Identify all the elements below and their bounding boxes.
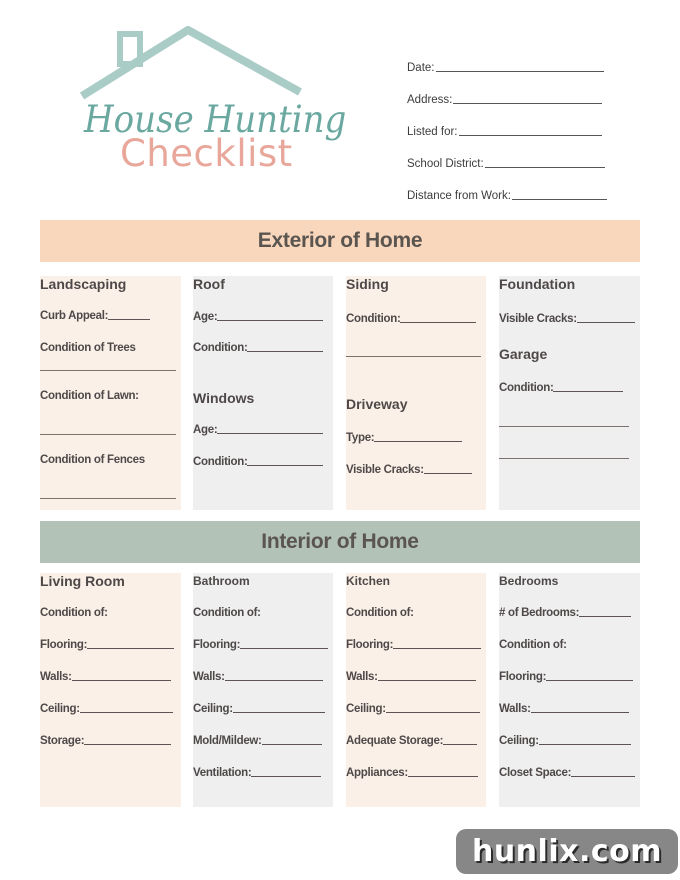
trees-line[interactable] <box>40 370 176 371</box>
flooring-line[interactable] <box>87 648 174 649</box>
bathroom-flooring-field[interactable] <box>193 639 328 651</box>
garage-line-2[interactable] <box>499 458 629 459</box>
ventilation-line[interactable] <box>251 776 321 777</box>
foundation-heading: Foundation <box>499 276 576 292</box>
flooring-line[interactable] <box>546 680 633 681</box>
driveway-cracks-line[interactable] <box>424 473 472 474</box>
fences-label: Condition of Fences <box>40 454 145 466</box>
closet-space-line[interactable] <box>571 776 635 777</box>
living-room-ceiling-field[interactable] <box>40 703 173 715</box>
flooring-label: Flooring: <box>193 639 241 651</box>
roof-age-line[interactable] <box>217 320 323 321</box>
flooring-line[interactable] <box>240 648 328 649</box>
listed-for-field[interactable] <box>407 106 617 138</box>
walls-line[interactable] <box>225 680 323 681</box>
walls-line[interactable] <box>378 680 476 681</box>
windows-heading: Windows <box>193 390 255 406</box>
ceiling-line[interactable] <box>80 712 173 713</box>
bedroom-count-field[interactable] <box>499 607 631 619</box>
flooring-line[interactable] <box>393 648 481 649</box>
kitchen-flooring-field[interactable] <box>346 639 481 651</box>
adequate-storage-label: Adequate Storage: <box>346 735 444 747</box>
kitchen-walls-field[interactable] <box>346 671 476 683</box>
exterior-section-banner: Exterior of Home <box>40 220 640 262</box>
roof-condition-line[interactable] <box>247 351 323 352</box>
ceiling-label: Ceiling: <box>193 703 233 715</box>
driveway-cracks-label: Visible Cracks: <box>346 464 424 476</box>
walls-line[interactable] <box>72 680 171 681</box>
logo-script-text: House Hunting <box>84 98 347 141</box>
foundation-cracks-label: Visible Cracks: <box>499 313 577 325</box>
curb-appeal-label: Curb Appeal: <box>40 310 109 322</box>
mold-label: Mold/Mildew: <box>193 735 262 747</box>
bedrooms-walls-field[interactable] <box>499 703 629 715</box>
school-district-line[interactable] <box>485 167 605 168</box>
driveway-cracks-field[interactable] <box>346 464 472 476</box>
ventilation-label: Ventilation: <box>193 767 252 779</box>
ceiling-line[interactable] <box>386 712 480 713</box>
mold-line[interactable] <box>262 744 322 745</box>
flooring-label: Flooring: <box>499 671 547 683</box>
interior-section-banner: Interior of Home <box>40 521 640 563</box>
living-room-storage-field[interactable] <box>40 735 171 747</box>
distance-from-work-field[interactable] <box>407 170 617 202</box>
windows-condition-field[interactable] <box>193 456 323 468</box>
storage-line[interactable] <box>84 744 171 745</box>
bathroom-heading: Bathroom <box>193 574 250 588</box>
walls-line[interactable] <box>531 712 629 713</box>
bedrooms-condition-label: Condition of: <box>499 639 567 651</box>
bedrooms-flooring-field[interactable] <box>499 671 633 683</box>
ceiling-line[interactable] <box>233 712 325 713</box>
kitchen-storage-field[interactable] <box>346 735 477 747</box>
bedrooms-closet-field[interactable] <box>499 767 635 779</box>
garage-condition-label: Condition: <box>499 382 554 394</box>
walls-label: Walls: <box>346 671 378 683</box>
kitchen-heading: Kitchen <box>346 574 391 588</box>
kitchen-column <box>346 573 486 807</box>
logo-title-text: Checklist <box>120 132 293 175</box>
bedroom-count-label: # of Bedrooms: <box>499 607 580 619</box>
windows-age-field[interactable] <box>193 424 323 436</box>
property-info-fields <box>407 42 617 202</box>
windows-age-label: Age: <box>193 424 218 436</box>
date-label: Date: <box>407 62 435 74</box>
siding-extra-line[interactable] <box>346 356 481 357</box>
bathroom-walls-field[interactable] <box>193 671 323 683</box>
kitchen-appliances-field[interactable] <box>346 767 478 779</box>
roof-condition-label: Condition: <box>193 342 248 354</box>
bathroom-mold-field[interactable] <box>193 735 322 747</box>
bathroom-ceiling-field[interactable] <box>193 703 325 715</box>
distance-from-work-line[interactable] <box>512 199 607 200</box>
roof-age-field[interactable] <box>193 311 323 323</box>
living-room-column <box>40 573 181 807</box>
roof-condition-field[interactable] <box>193 342 323 354</box>
address-field[interactable] <box>407 74 617 106</box>
windows-condition-line[interactable] <box>247 465 323 466</box>
landscaping-column <box>40 276 181 510</box>
house-roof-icon <box>78 26 358 106</box>
bedroom-count-line[interactable] <box>579 616 631 617</box>
roof-heading: Roof <box>193 276 225 292</box>
address-label: Address: <box>407 94 453 106</box>
lawn-label: Condition of Lawn: <box>40 390 139 402</box>
foundation-garage-column <box>499 276 640 510</box>
date-line[interactable] <box>436 71 604 72</box>
driveway-type-field[interactable] <box>346 432 462 444</box>
bedrooms-ceiling-field[interactable] <box>499 735 631 747</box>
garage-condition-field[interactable] <box>499 382 623 394</box>
flooring-label: Flooring: <box>346 639 394 651</box>
ceiling-label: Ceiling: <box>346 703 386 715</box>
siding-condition-line[interactable] <box>400 322 476 323</box>
roof-windows-column <box>193 276 333 510</box>
watermark-badge: hunlix.com <box>456 829 678 874</box>
listed-for-line[interactable] <box>459 135 602 136</box>
logo <box>78 26 358 176</box>
living-room-flooring-field[interactable] <box>40 639 174 651</box>
windows-age-line[interactable] <box>217 433 323 434</box>
flooring-label: Flooring: <box>40 639 88 651</box>
living-room-condition-label: Condition of: <box>40 607 108 619</box>
foundation-cracks-field[interactable] <box>499 313 635 325</box>
windows-condition-label: Condition: <box>193 456 248 468</box>
foundation-cracks-line[interactable] <box>577 322 635 323</box>
kitchen-ceiling-field[interactable] <box>346 703 480 715</box>
garage-heading: Garage <box>499 346 548 362</box>
curb-appeal-field[interactable] <box>40 310 150 322</box>
siding-condition-label: Condition: <box>346 313 401 325</box>
school-district-label: School District: <box>407 158 484 170</box>
bathroom-column <box>193 573 333 807</box>
garage-condition-line[interactable] <box>553 391 623 392</box>
siding-driveway-column <box>346 276 486 510</box>
living-room-walls-field[interactable] <box>40 671 171 683</box>
siding-heading: Siding <box>346 276 389 292</box>
walls-label: Walls: <box>193 671 225 683</box>
driveway-type-label: Type: <box>346 432 375 444</box>
roof-age-label: Age: <box>193 311 218 323</box>
ceiling-line[interactable] <box>539 744 631 745</box>
bedrooms-heading: Bedrooms <box>499 574 559 588</box>
storage-label: Storage: <box>40 735 85 747</box>
curb-appeal-line[interactable] <box>108 319 150 320</box>
landscaping-heading: Landscaping <box>40 276 127 292</box>
appliances-label: Appliances: <box>346 767 408 779</box>
trees-label: Condition of Trees <box>40 342 136 354</box>
listed-for-label: Listed for: <box>407 126 458 138</box>
closet-space-label: Closet Space: <box>499 767 572 779</box>
distance-from-work-label: Distance from Work: <box>407 190 511 202</box>
walls-label: Walls: <box>40 671 72 683</box>
living-room-heading: Living Room <box>40 573 125 589</box>
appliances-line[interactable] <box>408 776 478 777</box>
siding-condition-field[interactable] <box>346 313 476 325</box>
driveway-heading: Driveway <box>346 396 408 412</box>
adequate-storage-line[interactable] <box>443 744 477 745</box>
bathroom-ventilation-field[interactable] <box>193 767 321 779</box>
kitchen-condition-label: Condition of: <box>346 607 414 619</box>
date-field[interactable] <box>407 42 617 74</box>
address-line[interactable] <box>453 103 602 104</box>
fences-line[interactable] <box>40 498 176 499</box>
garage-line-1[interactable] <box>499 426 629 427</box>
driveway-type-line[interactable] <box>374 441 462 442</box>
lawn-line[interactable] <box>40 434 176 435</box>
school-district-field[interactable] <box>407 138 617 170</box>
ceiling-label: Ceiling: <box>40 703 80 715</box>
ceiling-label: Ceiling: <box>499 735 539 747</box>
bedrooms-column <box>499 573 640 807</box>
bathroom-condition-label: Condition of: <box>193 607 261 619</box>
walls-label: Walls: <box>499 703 531 715</box>
